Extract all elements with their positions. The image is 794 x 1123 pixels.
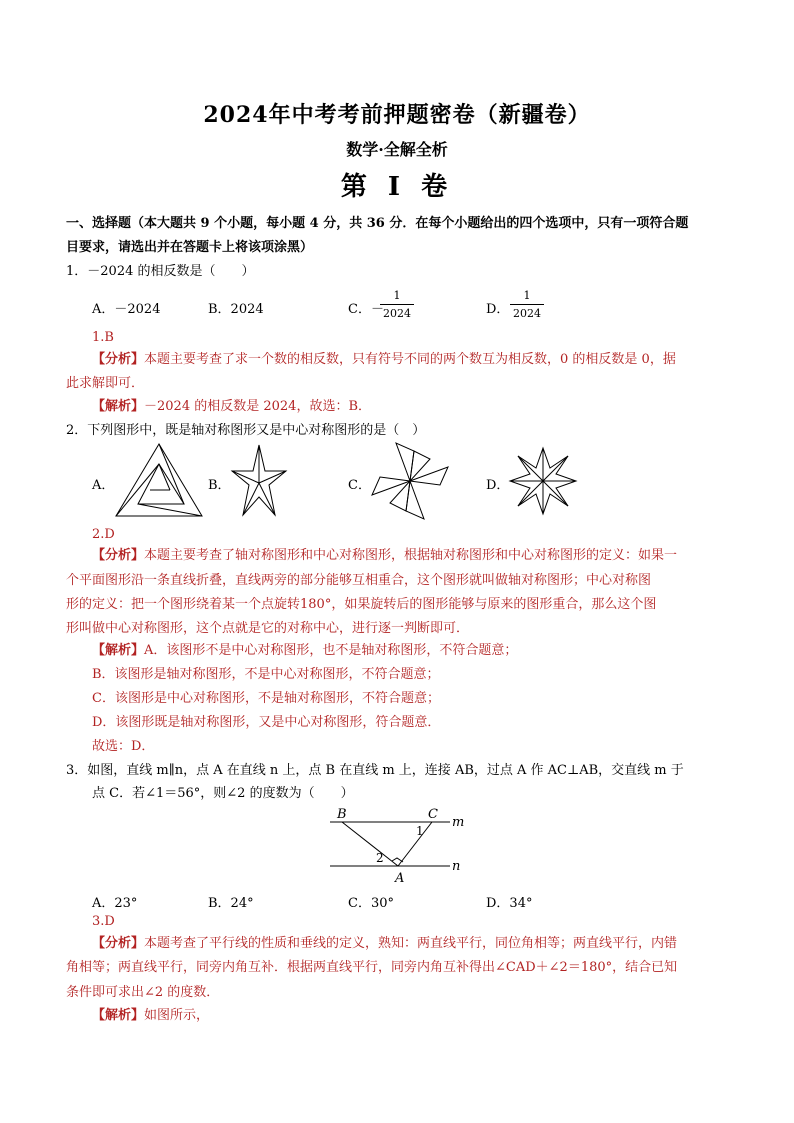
solution-tag: 【解析】 xyxy=(92,643,145,658)
fraction-denominator: 2024 xyxy=(383,307,411,320)
q2-option-c: C． xyxy=(348,478,371,493)
section-header-line2: 目要求，请选出并在答题卡上将该项涂黑） xyxy=(66,240,314,255)
q1-stem: 1．－2024 的相反数是（ ） xyxy=(66,264,255,279)
fraction-numerator: 1 xyxy=(523,289,531,302)
q2-analysis-line2: 个平面图形沿一条直线折叠，直线两旁的部分能够互相重合，这个图形就叫做轴对称图形；中心对称图 xyxy=(66,573,652,588)
segment-ac xyxy=(398,822,432,866)
solution-text: 如图所示， xyxy=(144,1008,210,1023)
q1-solution xyxy=(92,397,371,417)
q2-solution-d: D．该图形既是轴对称图形，又是中心对称图形，符合题意． xyxy=(92,715,441,730)
q1-option-b: B．2024 xyxy=(208,302,264,317)
q1-answer: 1.B xyxy=(92,330,114,345)
q1-option-c-label: C．－ xyxy=(348,302,384,317)
q1-option-d-fraction xyxy=(510,289,544,320)
section-header-line1: 一、选择题（本大题共 9 个小题，每小题 4 分，共 36 分．在每个小题给出的四个选项中，只有一项符合题 xyxy=(66,216,689,231)
analysis-text: 本题主要考查了轴对称图形和中心对称图形，根据轴对称图形和中心对称图形的定义：如果一 xyxy=(144,548,678,563)
analysis-tag: 【分析】 xyxy=(92,548,145,563)
q3-analysis-line2: 角相等；两直线平行，同旁内角互补．根据两直线平行，同旁内角互补得出∠CAD＋∠2＝180°，结合已知 xyxy=(66,960,678,975)
q3-analysis-line1 xyxy=(92,934,677,954)
label-angle-2: 2 xyxy=(376,851,384,865)
analysis-text: 本题考查了平行线的性质和垂线的定义，熟知：两直线平行，同位角相等；两直线平行，内错 xyxy=(144,936,678,951)
q2-stem: 2．下列图形中，既是轴对称图形又是中心对称图形的是（ ） xyxy=(66,423,426,438)
q2-figure-d-octagram xyxy=(508,446,578,516)
q2-solution-c: C．该图形是中心对称图形，不是轴对称图形，不符合题意； xyxy=(92,691,440,706)
q2-figure-b-star xyxy=(230,443,288,519)
q3-analysis-line3: 条件即可求出∠2 的度数． xyxy=(66,985,220,1000)
segment-ab xyxy=(342,822,398,866)
q2-answer: 2.D xyxy=(92,527,115,542)
q2-analysis-line1 xyxy=(92,546,677,566)
q2-solution-b: B．该图形是轴对称图形，不是中心对称图形，不符合题意； xyxy=(92,667,440,682)
document-title: 2024年中考考前押题密卷（新疆卷） xyxy=(203,102,591,128)
q3-option-d: D．34° xyxy=(486,896,533,911)
label-angle-1: 1 xyxy=(416,824,424,838)
fraction-denominator: 2024 xyxy=(513,307,541,320)
q2-choose: 故选：D． xyxy=(92,739,155,754)
analysis-tag: 【分析】 xyxy=(92,936,145,951)
q2-analysis-line4: 形叫做中心对称图形，这个点就是它的对称中心，进行逐一判断即可． xyxy=(66,621,470,636)
q1-analysis-line2: 此求解即可． xyxy=(66,376,145,391)
solution-tag: 【解析】 xyxy=(92,1008,145,1023)
label-c: C xyxy=(428,807,438,822)
q1-option-c-fraction xyxy=(380,289,414,320)
fraction-bar xyxy=(380,304,414,305)
q1-option-d-label: D． xyxy=(486,302,510,317)
solution-text: A．该图形不是中心对称图形，也不是轴对称图形，不符合题意； xyxy=(144,643,518,658)
fraction-bar xyxy=(510,304,544,305)
q3-option-c: C．30° xyxy=(348,896,394,911)
q3-stem-line2: 点 C．若∠1＝56°，则∠2 的度数为（ ） xyxy=(92,786,354,801)
label-b: B xyxy=(337,807,347,822)
fraction-numerator: 1 xyxy=(393,289,401,302)
q2-option-a: A． xyxy=(92,478,115,493)
label-n: n xyxy=(452,859,461,874)
document-subtitle: 数学·全解全析 xyxy=(346,140,448,159)
right-angle-mark xyxy=(392,858,403,862)
q3-option-a: A．23° xyxy=(92,896,138,911)
q3-stem-line1: 3．如图，直线 m∥n，点 A 在直线 n 上，点 B 在直线 m 上，连接 AB，过点 A 作 AC⊥AB，交直线 m 于 xyxy=(66,763,684,778)
q3-answer: 3.D xyxy=(92,914,115,929)
q2-solution-a xyxy=(92,641,517,661)
q2-figure-a-triangle xyxy=(114,442,204,518)
q3-figure-parallel-lines xyxy=(318,804,468,886)
q1-option-a: A．－2024 xyxy=(92,302,161,317)
q2-analysis-line3: 形的定义：把一个图形绕着某一个点旋转180°，如果旋转后的图形能够与原来的图形重合，那么这个图 xyxy=(66,597,657,612)
q3-solution xyxy=(92,1006,209,1026)
solution-text: －2024 的相反数是 2024，故选：B． xyxy=(144,399,372,414)
analysis-tag: 【分析】 xyxy=(92,352,145,367)
label-a: A xyxy=(395,871,405,886)
q2-option-d: D． xyxy=(486,478,510,493)
analysis-text: 本题主要考查了求一个数的相反数，只有符号不同的两个数互为相反数，0 的相反数是 0，据 xyxy=(144,352,676,367)
q3-option-b: B．24° xyxy=(208,896,254,911)
volume-heading: 第 I 卷 xyxy=(340,172,454,202)
q2-option-b: B． xyxy=(208,478,231,493)
q2-figure-c-pinwheel xyxy=(370,441,450,521)
solution-tag: 【解析】 xyxy=(92,399,145,414)
q1-analysis-line1 xyxy=(92,350,676,370)
label-m: m xyxy=(452,815,465,830)
